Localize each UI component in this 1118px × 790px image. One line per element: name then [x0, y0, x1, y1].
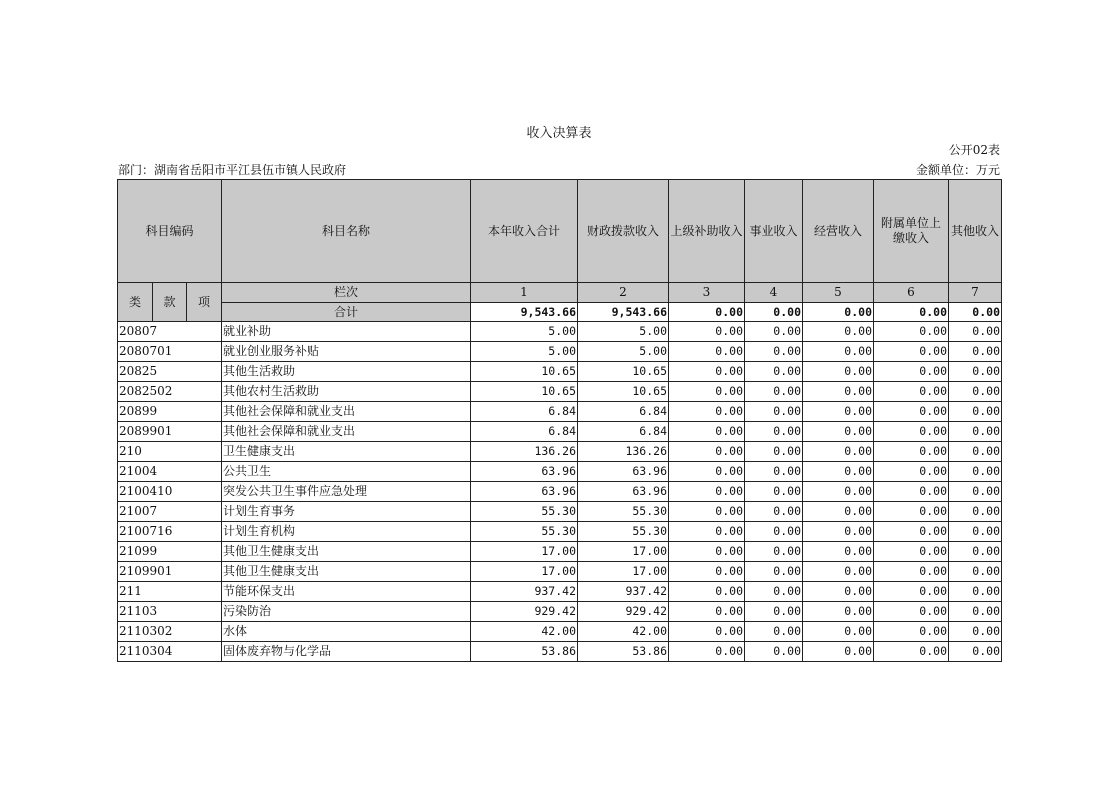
row-value: 5.00	[471, 322, 578, 342]
header-col-2: 财政拨款收入	[578, 180, 669, 283]
row-value: 0.00	[745, 522, 803, 542]
row-code: 2089901	[118, 422, 222, 442]
row-value: 0.00	[745, 362, 803, 382]
row-value: 0.00	[745, 602, 803, 622]
row-value: 0.00	[803, 402, 874, 422]
index-row	[118, 283, 1002, 303]
row-value: 17.00	[578, 542, 669, 562]
row-value: 0.00	[803, 442, 874, 462]
row-value: 63.96	[471, 482, 578, 502]
row-value: 0.00	[669, 562, 745, 582]
row-value: 0.00	[949, 562, 1002, 582]
table-row	[118, 582, 1002, 602]
row-value: 0.00	[745, 582, 803, 602]
row-value: 0.00	[745, 382, 803, 402]
header-col-3: 上级补助收入	[669, 180, 745, 283]
total-value: 0.00	[745, 302, 803, 322]
row-value: 0.00	[745, 502, 803, 522]
row-value: 53.86	[471, 642, 578, 662]
row-value: 0.00	[949, 342, 1002, 362]
page-title: 收入决算表	[526, 126, 592, 141]
row-value: 0.00	[949, 462, 1002, 482]
row-value: 0.00	[874, 382, 949, 402]
row-value: 0.00	[949, 602, 1002, 622]
row-value: 63.96	[578, 482, 669, 502]
row-value: 5.00	[578, 342, 669, 362]
table-row	[118, 422, 1002, 442]
table-row	[118, 442, 1002, 462]
row-value: 937.42	[471, 582, 578, 602]
header-col-5: 经营收入	[803, 180, 874, 283]
row-value: 0.00	[874, 642, 949, 662]
row-name: 节能环保支出	[222, 582, 471, 602]
row-value: 55.30	[471, 502, 578, 522]
row-value: 0.00	[669, 522, 745, 542]
row-code: 20899	[118, 402, 222, 422]
row-value: 0.00	[874, 562, 949, 582]
row-value: 0.00	[669, 342, 745, 362]
row-value: 0.00	[874, 622, 949, 642]
table-row	[118, 502, 1002, 522]
header-col-7: 其他收入	[949, 180, 1002, 283]
row-value: 0.00	[803, 642, 874, 662]
row-value: 0.00	[874, 362, 949, 382]
row-value: 10.65	[578, 362, 669, 382]
table-row	[118, 402, 1002, 422]
row-value: 0.00	[949, 362, 1002, 382]
row-value: 6.84	[578, 402, 669, 422]
index-1: 1	[471, 283, 578, 303]
row-name: 其他社会保障和就业支出	[222, 422, 471, 442]
row-value: 0.00	[669, 582, 745, 602]
row-name: 其他卫生健康支出	[222, 542, 471, 562]
header-kuan: 款	[153, 283, 187, 322]
table-row	[118, 362, 1002, 382]
table-row	[118, 322, 1002, 342]
index-6: 6	[874, 283, 949, 303]
table-row	[118, 642, 1002, 662]
row-code: 2080701	[118, 342, 222, 362]
table-row	[118, 622, 1002, 642]
header-lanci: 栏次	[222, 283, 471, 303]
row-value: 0.00	[949, 482, 1002, 502]
row-name: 水体	[222, 622, 471, 642]
row-value: 53.86	[578, 642, 669, 662]
row-code: 20825	[118, 362, 222, 382]
row-value: 0.00	[669, 322, 745, 342]
row-code: 2100716	[118, 522, 222, 542]
row-code: 21004	[118, 462, 222, 482]
row-value: 0.00	[745, 622, 803, 642]
row-value: 63.96	[471, 462, 578, 482]
row-value: 42.00	[578, 622, 669, 642]
row-value: 0.00	[803, 622, 874, 642]
header-col-1: 本年收入合计	[471, 180, 578, 283]
row-value: 17.00	[471, 542, 578, 562]
amount-unit-label: 金额单位：万元	[915, 163, 1000, 177]
total-value: 9,543.66	[471, 302, 578, 322]
row-value: 0.00	[745, 442, 803, 462]
row-code: 21099	[118, 542, 222, 562]
row-value: 0.00	[874, 542, 949, 562]
row-code: 2082502	[118, 382, 222, 402]
row-value: 0.00	[669, 402, 745, 422]
row-value: 929.42	[578, 602, 669, 622]
row-value: 0.00	[803, 422, 874, 442]
table-row	[118, 602, 1002, 622]
row-value: 0.00	[745, 462, 803, 482]
row-name: 固体废弃物与化学品	[222, 642, 471, 662]
row-value: 0.00	[745, 482, 803, 502]
row-value: 0.00	[803, 322, 874, 342]
index-3: 3	[669, 283, 745, 303]
row-name: 计划生育事务	[222, 502, 471, 522]
index-2: 2	[578, 283, 669, 303]
table-row	[118, 382, 1002, 402]
row-value: 0.00	[669, 502, 745, 522]
total-value: 9,543.66	[578, 302, 669, 322]
row-code: 21007	[118, 502, 222, 522]
row-value: 0.00	[874, 462, 949, 482]
row-value: 0.00	[745, 422, 803, 442]
row-value: 10.65	[471, 382, 578, 402]
row-value: 0.00	[949, 522, 1002, 542]
row-name: 卫生健康支出	[222, 442, 471, 462]
row-value: 0.00	[949, 502, 1002, 522]
row-value: 55.30	[471, 522, 578, 542]
row-value: 0.00	[803, 602, 874, 622]
row-value: 0.00	[669, 382, 745, 402]
row-value: 10.65	[471, 362, 578, 382]
header-xiang: 项	[187, 283, 222, 322]
header-code: 科目编码	[118, 180, 222, 283]
row-name: 就业创业服务补贴	[222, 342, 471, 362]
row-value: 929.42	[471, 602, 578, 622]
row-name: 计划生育机构	[222, 522, 471, 542]
row-value: 0.00	[745, 402, 803, 422]
row-name: 公共卫生	[222, 462, 471, 482]
row-value: 5.00	[471, 342, 578, 362]
row-code: 2110304	[118, 642, 222, 662]
total-label: 合计	[222, 302, 471, 322]
row-value: 0.00	[949, 582, 1002, 602]
row-value: 0.00	[949, 422, 1002, 442]
row-value: 0.00	[874, 422, 949, 442]
row-value: 0.00	[669, 462, 745, 482]
row-code: 2100410	[118, 482, 222, 502]
row-value: 0.00	[669, 602, 745, 622]
row-value: 0.00	[949, 542, 1002, 562]
row-value: 0.00	[949, 402, 1002, 422]
table-row	[118, 462, 1002, 482]
header-lei: 类	[118, 283, 153, 322]
table-row	[118, 482, 1002, 502]
row-value: 17.00	[578, 562, 669, 582]
row-value: 0.00	[874, 442, 949, 462]
row-value: 10.65	[578, 382, 669, 402]
row-value: 0.00	[745, 542, 803, 562]
header-col-4: 事业收入	[745, 180, 803, 283]
row-value: 0.00	[803, 382, 874, 402]
row-value: 0.00	[669, 622, 745, 642]
row-value: 55.30	[578, 502, 669, 522]
row-name: 其他社会保障和就业支出	[222, 402, 471, 422]
index-7: 7	[949, 283, 1002, 303]
row-name: 其他卫生健康支出	[222, 562, 471, 582]
row-value: 0.00	[803, 482, 874, 502]
row-value: 0.00	[803, 342, 874, 362]
row-value: 0.00	[803, 522, 874, 542]
row-code: 21103	[118, 602, 222, 622]
row-code: 2110302	[118, 622, 222, 642]
row-name: 突发公共卫生事件应急处理	[222, 482, 471, 502]
header-name: 科目名称	[222, 180, 471, 283]
row-value: 42.00	[471, 622, 578, 642]
department-label: 部门：湖南省岳阳市平江县伍市镇人民政府	[118, 163, 347, 177]
row-value: 0.00	[949, 442, 1002, 462]
row-value: 0.00	[874, 522, 949, 542]
row-value: 0.00	[803, 582, 874, 602]
total-value: 0.00	[803, 302, 874, 322]
row-value: 0.00	[745, 642, 803, 662]
row-value: 0.00	[949, 382, 1002, 402]
row-value: 5.00	[578, 322, 669, 342]
row-value: 63.96	[578, 462, 669, 482]
row-value: 0.00	[803, 502, 874, 522]
row-value: 0.00	[874, 342, 949, 362]
row-value: 136.26	[578, 442, 669, 462]
row-value: 6.84	[578, 422, 669, 442]
row-code: 20807	[118, 322, 222, 342]
row-value: 55.30	[578, 522, 669, 542]
row-value: 937.42	[578, 582, 669, 602]
row-code: 2109901	[118, 562, 222, 582]
row-value: 0.00	[949, 642, 1002, 662]
row-value: 0.00	[745, 342, 803, 362]
row-value: 0.00	[874, 582, 949, 602]
income-final-accounts-table	[117, 179, 1002, 662]
row-value: 0.00	[669, 542, 745, 562]
row-name: 污染防治	[222, 602, 471, 622]
row-name: 其他农村生活救助	[222, 382, 471, 402]
row-value: 136.26	[471, 442, 578, 462]
index-5: 5	[803, 283, 874, 303]
total-value: 0.00	[669, 302, 745, 322]
row-value: 0.00	[803, 362, 874, 382]
row-code: 211	[118, 582, 222, 602]
row-value: 0.00	[669, 422, 745, 442]
row-value: 0.00	[949, 622, 1002, 642]
row-value: 0.00	[803, 542, 874, 562]
table-row	[118, 342, 1002, 362]
table-row	[118, 522, 1002, 542]
total-row	[118, 302, 1002, 322]
header-col-6: 附属单位上缴收入	[874, 180, 949, 283]
row-value: 6.84	[471, 402, 578, 422]
row-value: 6.84	[471, 422, 578, 442]
row-value: 0.00	[669, 482, 745, 502]
total-value: 0.00	[874, 302, 949, 322]
row-value: 0.00	[874, 322, 949, 342]
row-name: 其他生活救助	[222, 362, 471, 382]
row-value: 0.00	[874, 482, 949, 502]
row-value: 0.00	[874, 402, 949, 422]
row-value: 0.00	[669, 642, 745, 662]
row-name: 就业补助	[222, 322, 471, 342]
form-number: 公开02表	[948, 143, 1000, 157]
row-value: 0.00	[949, 322, 1002, 342]
table-row	[118, 562, 1002, 582]
row-value: 0.00	[745, 562, 803, 582]
header-row	[118, 180, 1002, 283]
row-value: 0.00	[669, 362, 745, 382]
row-value: 0.00	[669, 442, 745, 462]
index-4: 4	[745, 283, 803, 303]
total-value: 0.00	[949, 302, 1002, 322]
row-value: 0.00	[803, 562, 874, 582]
row-value: 0.00	[803, 462, 874, 482]
row-value: 0.00	[874, 502, 949, 522]
row-value: 0.00	[745, 322, 803, 342]
row-code: 210	[118, 442, 222, 462]
row-value: 17.00	[471, 562, 578, 582]
table-row	[118, 542, 1002, 562]
row-value: 0.00	[874, 602, 949, 622]
